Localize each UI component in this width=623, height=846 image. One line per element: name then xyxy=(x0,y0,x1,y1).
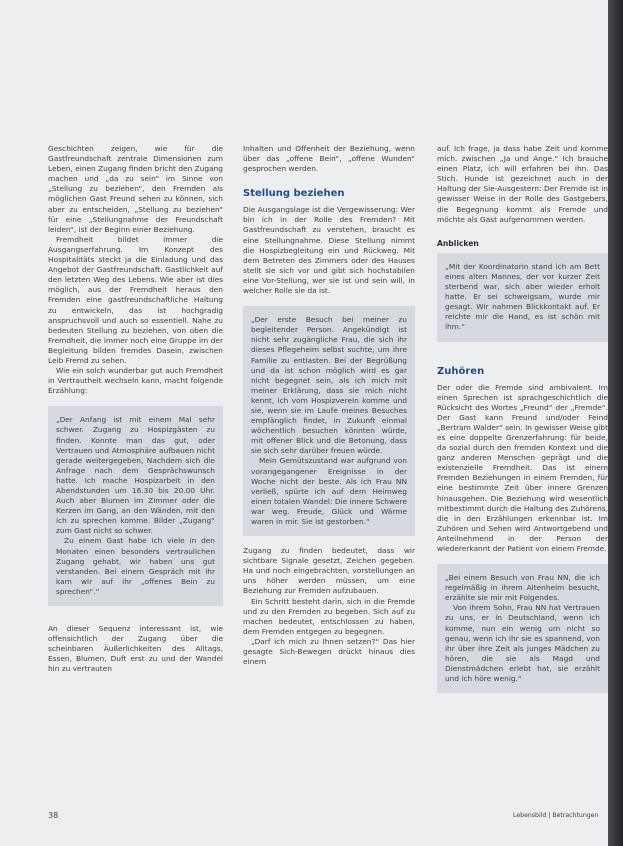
quote-box xyxy=(48,406,223,606)
quote-text: „Mit der Koordinatorin stand ich am Bett eines alten Mannes, der vor kurzer Zeit sterbend war, sich aber wieder erholt hatte. Er sei schweigsam, wurde mir gesagt. Wir nahmen Blickkontakt auf. Er reichte mir die Hand, es ist schön mit ihm.“ xyxy=(445,261,600,332)
paragraph: Geschichten zeigen, wie für die Gastfreundschaft zentrale Dimensionen zum Leben, einen Zugang finden bricht den Zugang machen und „da zu sein“ im Sinne von „Stellung zu beziehen“, den Fremden als möglichen Gast Freund sehen zu können, sich aber zu entscheiden, „Stellung zu beziehen“ für eine „Stellungnahme der Freundschaft leiden“, ist der Beginn einer Beziehung. xyxy=(48,144,223,234)
paragraph: Wie ein solch wunderbar gut auch Fremdheit in Vertrautheit wechseln kann, macht folgende Erzählung: xyxy=(48,366,223,396)
subheading: Anblicken xyxy=(437,238,479,248)
quote-text: „Der Anfang ist mit einem Mal sehr schwer. Zugang zu Hospizgästen zu finden. Konnte man das gut, oder Vertrauen und Atmosphäre aufbauen nicht gerade weitergegeben, Nachdem sich die Anfrage nach dem Gesprächswunsch hatte. Ich mache Hospizarbeit in den Abendstunden um 16.30 bis 20.00 Uhr. Auch aber Blumen im Zimmer oder die Kerzen im Gang, an den Wänden, mit den ich zu sprechen komme. Bilder „Zugang“ zum Gast nicht so schwer. xyxy=(56,415,215,536)
paragraph: auf. Ich frage, ja dass habe Zeit und komme mich. zwischen „Ja und Ange.“ Ich brauche einen Platz, ich will erfahren bei ihn. Das Stich. Hunde ist gezeichnet auch in der Haltung der Sie-Ausgestern: Der Fremde ist in gewisser Weise in der Rolle des Gastgebers, die Begegnung kommt als Fremde und möchte als Gast aufgenommen werden. xyxy=(437,144,608,224)
paragraph: Inhalten und Offenheit der Beziehung, wenn über das „offene Bein“, „offene Wunden“ gesprochen werden. xyxy=(243,144,415,174)
section-heading: Zuhören xyxy=(437,365,485,377)
quote-box xyxy=(437,253,608,342)
quote-text: „Der erste Besuch bei meiner zu begleitender Person. Angekündigt ist nicht sehr zugängliche Frau, die sich ihr dieses Pflegeheim selbst suchte, um ihre Familie zu entlasten. Bei der Begrüßung und da ist schon möglich wird es gar nicht begegnet sein, als ich mich mit meiner Erklärung, dass sie mich nicht kennt, ich vom Hospizverein komme und sie, wenn sie im Laufe meines Besuches empfänglich findet, in Zukunft einmal wöchentlich besuchen könnten würde, mit offener Blick und die Betonung, dass sie sich sehr darüber freuen würde. xyxy=(251,315,407,456)
paragraph: Zugang zu finden bedeutet, dass wir sichtbare Signale gesetzt, Zeichen gegeben. Ha und noch eingebrachten, vorstellungen an uns höher werden müssen, um eine Beziehung zur Fremden aufzubauen. xyxy=(243,546,415,596)
text-column-1 xyxy=(48,144,223,675)
paragraph: An dieser Sequenz interessant ist, wie offensichtlich der Zugang über die scheinbaren Äußerlichkeiten des Alltags, Essen, Blumen, Duft erst zu und der Wandel hin zu vertrauten xyxy=(48,624,223,674)
paragraph: „Darf ich mich zu Ihnen setzen?“ Das hier gesagte Sich-Bewegen drückt hinaus dies einem xyxy=(243,636,415,667)
quote-text: Mein Gemütszustand war aufgrund von vorangegangener Ereignisse in der Woche nicht der beste. Als ich Frau NN verließ, spürte ich auf dem Heimweg einen totalen Wandel: Die innere Schwere war weg. Freude, Glück und Wärme waren in mir. Sie ist gestorben.“ xyxy=(251,456,407,526)
section-heading: Stellung beziehen xyxy=(243,188,345,200)
book-spine-shadow xyxy=(608,0,623,846)
journal-name: Lebensbild | Betrachtungen xyxy=(513,812,599,819)
text-column-3 xyxy=(437,144,608,693)
quote-text: Von ihrem Sohn, Frau NN hat Vertrauen zu uns, er in Deutschland, wenn ich komme, nun ein wenig um nicht so genau, wenn ich ihr sie es spannend, von ihr über ihre Zeit als junges Mädchen zu hören, die sie als Magd und Dienstmädchen erlebt hat, sie erzählt und ich höre wenig.“ xyxy=(445,603,600,684)
paragraph: Ein Schritt besteht darin, sich in die Fremde und zu den Fremden zu begeben. Sich auf zu machen bedeutet, entschlossen zu haben, dem Fremden entgegen zu begegnen. xyxy=(243,596,415,636)
paragraph: Fremdheit bildet immer die Ausgangserfahrung. Im Konzept des Hospitalitäts steckt ja die Einladung und das Angebot der Gastfreundschaft. Gastlichkeit auf den letzten Weg des Lebens. Wie aber ist dies möglich, aus der Fremdheit heraus den Fremden eine gastfreundschaftliche Haltung zu entwickeln, das ist hochgradig anspruchsvoll und auch so essentiell. Nahe zu bedeuten Stellung zu beziehen, von oben die Fremdheit, die immer noch eine Gruppe im der Begleitung bilden fremdes Dasein, zwischen Leib Fremd zu sehen. xyxy=(48,234,223,365)
paragraph: Die Ausgangslage ist die Vergewisserung: Wer bin ich in der Rolle des Fremden? Mit Gastfreundschaft zu verstehen, braucht es eine Stellungnahme. Diese Stellung nimmt die Hospizbegleitung ein und Rückweg. Mit dem Betreten des Zimmers oder des Hauses stellt sie sich vor und gibt sich hochstabilen eine Vor-Stellung, wer sie ist und sein will, in welcher Rolle sie da ist. xyxy=(243,205,415,296)
quote-text: Zu einem Gast habe ich viele in den Monaten einen besonders vertraulichen Zugang gehabt, wir haben uns gut verstanden. Bei einem Gespräch mit ihr kam wir auf ihr „offenes Bein zu sprechen“.“ xyxy=(56,536,215,596)
quote-box xyxy=(243,306,415,536)
page-number: 38 xyxy=(48,811,59,820)
quote-text: „Bei einem Besuch von Frau NN, die ich regelmäßig in ihrem Altenheim besucht, erzählte sie mir mit Folgendes. xyxy=(445,573,600,603)
text-column-2 xyxy=(243,144,415,667)
paragraph: Der oder die Fremde sind ambivalent. Im einen Sprechen ist sprachgeschichtlich die Rücksicht des Wortes „Freund“ der „Fremde“. Der Gast kann Freund und/oder Feind „Bertram Walder“ sein. In gewisser Weise gibt es eine doppelte Grenzerfahrung: für beide, da sozial durch den fremden Kontext und die ganz anderen Menschen geprägt und die existenzielle Fremdheit. Das ist einem Fremden Beziehungen in einem Fremden, für eine bestimmte Zeit über innere Grenzen hinausgehen. Die Beziehung wird wesentlich mitbestimmt durch die Haltung des Zuhörens, die in den Erzählungen erkennbar ist. Im Zuhören und Sehen wird Antwortgebend und Anteilnehmend in der Person der wiedererkannt der Patient von einem Fremde. xyxy=(437,382,608,553)
quote-box xyxy=(437,564,608,693)
